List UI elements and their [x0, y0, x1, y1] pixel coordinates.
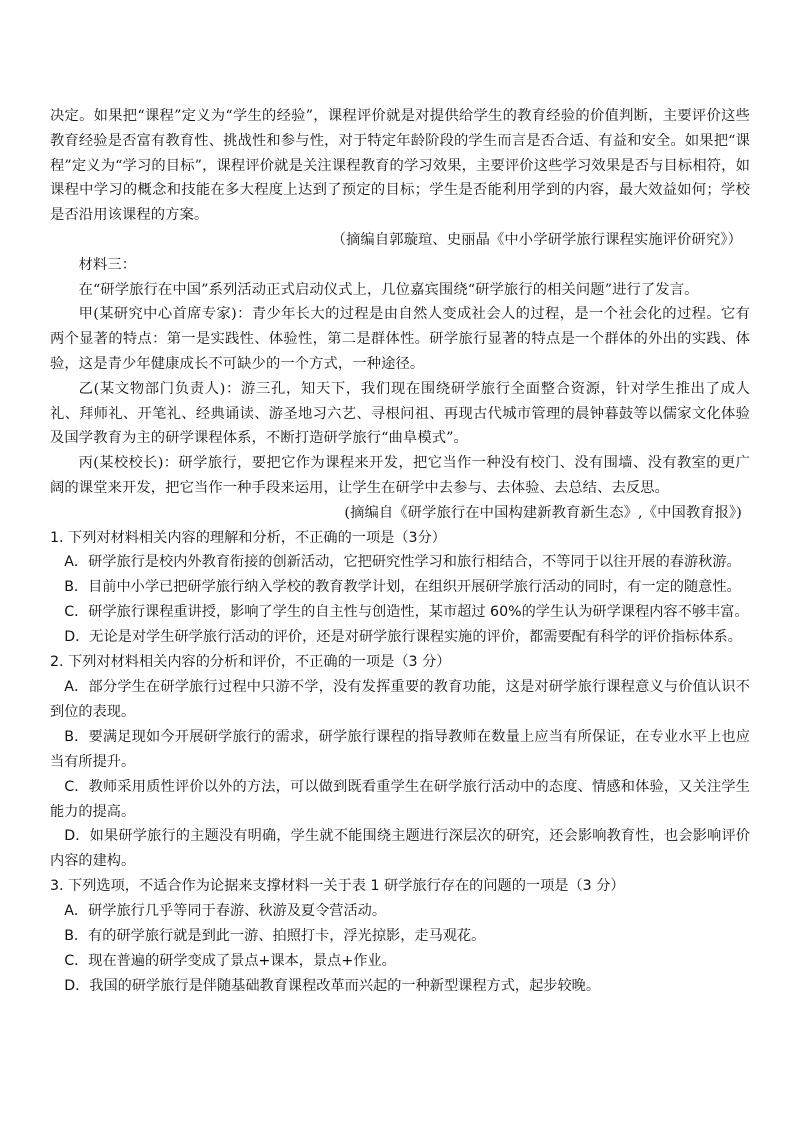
- question-option: C．教师采用质性评价以外的方法，可以做到既看重学生在研学旅行活动中的态度、情感和体验，又关注学生能力的提高。: [50, 778, 750, 820]
- question-option: B．有的研学旅行就是到此一游、拍照打卡，浮光掠影，走马观花。: [64, 928, 486, 945]
- question-option: D．我国的研学旅行是伴随基础教育课程改革而兴起的一种新型课程方式，起步较晚。: [64, 977, 601, 994]
- question-stem: 1. 下列对材料相关内容的理解和分析，不正确的一项是（3分）: [50, 529, 446, 546]
- material-three-intro: 在“研学旅行在中国”系列活动正式启动仪式上，几位嘉宾围绕“研学旅行的相关问题”进行了发言。: [78, 281, 699, 298]
- question-option: A．研学旅行是校内外教育衔接的创新活动，它把研究性学习和旅行相结合，不等同于以往开展的春游秋游。: [64, 554, 741, 571]
- question-option: C．研学旅行课程重讲授，影响了学生的自主性与创造性，某市超过 60%的学生认为研学课程内容不够丰富。: [64, 604, 749, 621]
- questions-section: [50, 526, 750, 999]
- material-two-citation: （摘编自郭璇瑄、史丽晶《中小学研学旅行课程实施评价研究》）: [331, 231, 742, 248]
- speaker-yi-text: 乙(某文物部门负责人)：游三孔，知天下，我们现在围绕研学旅行全面整合资源，针对学生推出了成人礼、拜师礼、开笔礼、经典诵读、游圣地习六艺、寻根问祖、再现古代城市管理的晨钟暮鼓等以儒家文化体验及国学教育为主的研学课程体系，不断打造研学旅行“曲阜模式”。: [50, 380, 750, 447]
- material-two-tail-text: 决定。如果把“课程”定义为“学生的经验”，课程评价就是对提供给学生的教育经验的价值判断，主要评价这些教育经验是否富有教育性、挑战性和参与性，对于特定年龄阶段的学生而言是否合适、有益和安全。如果把“课程”定义为“学习的目标”，课程评价就是关注课程教育的学习效果，主要评价这些学习效果是否与目标相符，如课程中学习的概念和技能在多大程度上达到了预定的目标；学生是否能利用学到的内容，最大效益如何；学校是否沿用该课程的方案。: [50, 108, 750, 224]
- question-stem: 2. 下列对材料相关内容的分析和评价，不正确的一项是（3 分）: [50, 654, 451, 671]
- speaker-bing-text: 丙(某校校长)：研学旅行，要把它作为课程来开发，把它当作一种没有校门、没有围墙、没有教室的更广阔的课堂来开发，把它当作一种手段来运用，让学生在研学中去参与、去体验、去总结、去反思。: [50, 455, 750, 496]
- question-option: A．部分学生在研学旅行过程中只游不学，没有发挥重要的教育功能，这是对研学旅行课程意义与价值认识不到位的表现。: [50, 678, 750, 720]
- speaker-jia-text: 甲(某研究中心首席专家)：青少年长大的过程是由自然人变成社会人的过程，是一个社会化的过程。它有两个显著的特点：第一是实践性、体验性，第二是群体性。研学旅行显著的特点是一个群体的外出的实践、体验，这是青少年健康成长不可缺少的一个方式，一种途径。: [50, 306, 750, 372]
- material-three-citation: (摘编自《研学旅行在中国构建新教育新生态》,《中国教育报》): [344, 504, 742, 521]
- question-option: A．研学旅行几乎等同于春游、秋游及夏令营活动。: [64, 903, 387, 920]
- question-option: D．无论是对学生研学旅行活动的评价，还是对研学旅行课程实施的评价，都需要配有科学的评价指标体系。: [64, 629, 742, 646]
- question-option: C．现在普遍的研学变成了景点+课本，景点+作业。: [64, 952, 396, 969]
- question-option: B．要满足现如今开展研学旅行的需求，研学旅行课程的指导教师在数量上应当有所保证，在专业水平上也应当有所提升。: [50, 728, 750, 770]
- question-option: D．如果研学旅行的主题没有明确，学生就不能围绕主题进行深层次的研究，还会影响教育性，也会影响评价内容的建构。: [50, 828, 750, 870]
- question-option: B．目前中小学已把研学旅行纳入学校的教育教学计划，在组织开展研学旅行活动的同时，有一定的随意性。: [64, 579, 741, 596]
- question-stem: 3. 下列选项，不适合作为论据来支撑材料一关于表 1 研学旅行存在的问题的一项是（3 分）: [50, 878, 625, 895]
- material-three-heading: 材料三：: [78, 256, 137, 273]
- serif-section: [50, 104, 750, 526]
